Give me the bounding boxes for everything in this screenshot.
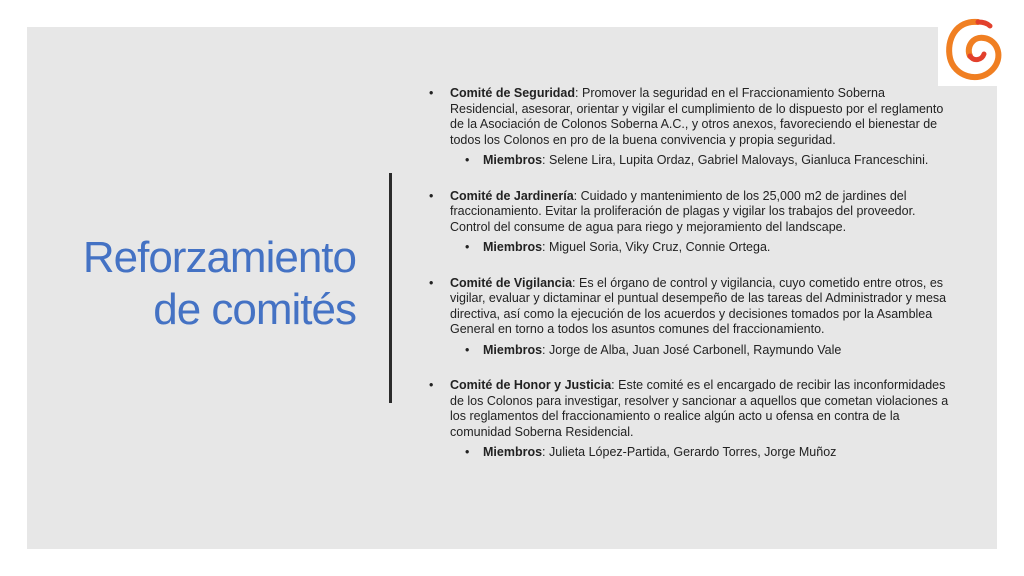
committee-description-text: : Es el órgano de control y vigilancia, cuyo cometido entre otros, es vigilar, evaluar y dictaminar el puntual desempeño de las tareas del Administrador y mesa directiva, así como la ejecución de los acuerdos y decisiones tomados por la Asamblea General en torno a todos los asuntos comunes del fraccionamiento. xyxy=(450,275,947,336)
spiral-logo-icon xyxy=(938,14,1006,86)
committee-name: Comité de Seguridad xyxy=(450,86,576,100)
committee-name: Comité de Honor y Justicia xyxy=(450,378,612,392)
committee-description xyxy=(420,276,952,338)
members-text: : Miguel Soria, Viky Cruz, Connie Ortega. xyxy=(542,240,771,254)
members-label: Miembros xyxy=(483,153,543,167)
slide-title xyxy=(60,232,356,336)
committee-members xyxy=(420,240,952,256)
committee-members xyxy=(420,343,952,359)
committee-description xyxy=(420,189,952,236)
committee-members xyxy=(420,445,952,461)
members-text: : Jorge de Alba, Juan José Carbonell, Raymundo Vale xyxy=(542,342,842,357)
committee-item-jardineria xyxy=(420,189,952,256)
committee-description xyxy=(420,378,952,440)
committee-description-text: : Cuidado y mantenimiento de los 25,000 m2 de jardines del fraccionamiento. Evitar la proliferación de plagas y vigilar los trabajos del proveedor. Control del consume de agua para riego y mejoramiento del landscape. xyxy=(450,188,916,234)
committee-item-honor-justicia xyxy=(420,378,952,461)
committee-item-vigilancia xyxy=(420,276,952,359)
committee-description-text: : Promover la seguridad en el Fraccionamiento Soberna Residencial, asesorar, orientar y vigilar el cumplimiento de lo dispuesto por el reglamento de la Asociación de Colonos Soberna A.C., y otros anexos, favoreciendo el bienestar de todos los Colonos en pro de la buena convivencia y propia seguridad. xyxy=(450,86,944,147)
vertical-divider xyxy=(389,173,392,403)
committee-item-seguridad xyxy=(420,86,952,169)
title-line-2: de comités xyxy=(153,285,356,334)
committee-name: Comité de Jardinería xyxy=(450,188,574,203)
members-label: Miembros xyxy=(483,445,543,459)
committee-description xyxy=(420,86,952,148)
committee-name: Comité de Vigilancia xyxy=(450,275,573,290)
committee-members xyxy=(420,153,952,169)
committee-description-text: : Este comité es el encargado de recibir las inconformidades de los Colonos para investigar, resolver y sancionar a aquellos que cometan violaciones a los reglamentos del fraccionamiento o realice algún acto u ofensa en contra de la comunidad Soberna Residencial. xyxy=(450,378,949,439)
committee-list xyxy=(420,86,952,481)
members-label: Miembros xyxy=(483,342,543,357)
members-text: : Selene Lira, Lupita Ordaz, Gabriel Malovays, Gianluca Franceschini. xyxy=(542,153,929,167)
members-text: : Julieta López-Partida, Gerardo Torres, Jorge Muñoz xyxy=(542,445,837,459)
title-line-1: Reforzamiento xyxy=(82,233,356,282)
members-label: Miembros xyxy=(483,240,543,254)
